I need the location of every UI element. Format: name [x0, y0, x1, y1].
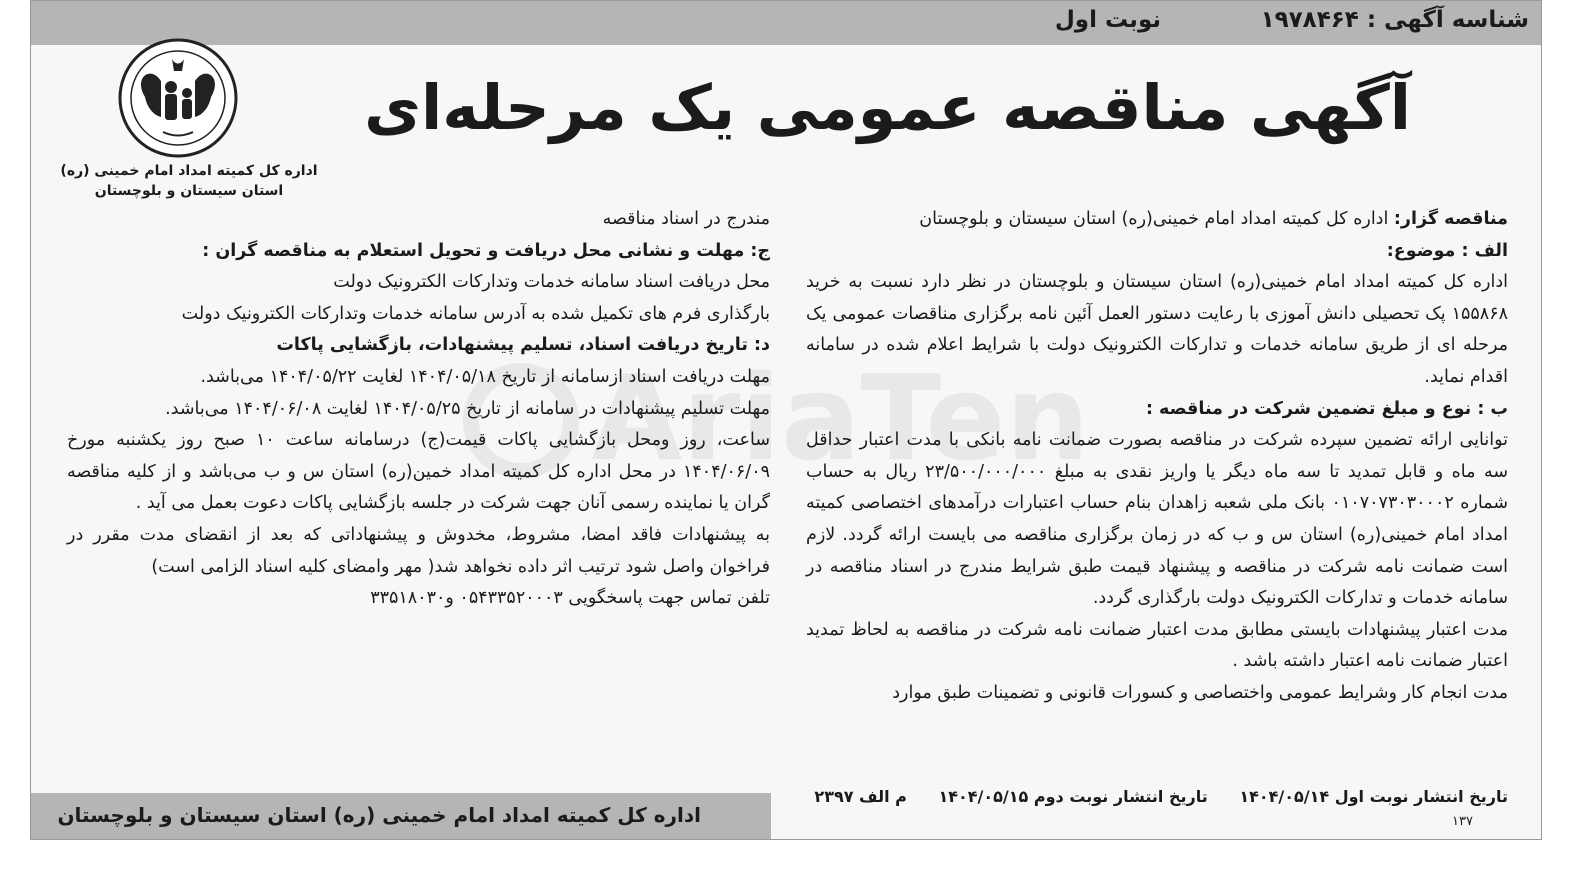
continued-text: مندرج در اسناد مناقصه	[602, 209, 770, 229]
tenderer-line	[806, 204, 1508, 236]
page-number: ۱۳۷	[1452, 814, 1473, 829]
right-column	[806, 204, 1508, 710]
footer-bar	[31, 793, 771, 840]
first-publication-date: تاریخ انتشار نوبت اول ۱۴۰۴/۰۵/۱۴	[1239, 787, 1508, 806]
publication-code: م الف ۲۳۹۷	[814, 787, 907, 806]
section-d-heading: د: تاریخ دریافت اسناد، تسلیم پیشنهادات، بازگشایی پاکات	[276, 335, 770, 356]
publication-round: نوبت اول	[1054, 7, 1161, 33]
advertisement-page	[30, 0, 1542, 840]
publication-dates	[768, 787, 1508, 806]
footer-organization: اداره کل کمیته امداد امام خمینی (ره) استان سیستان و بلوچستان	[57, 803, 701, 827]
contact-text: تلفن تماس جهت پاسخگویی ۰۵۴۳۳۵۲۰۰۰۳ و۳۳۵۱۸۰۳۰	[370, 588, 770, 609]
tenderer-label: مناقصه گزار:	[1393, 209, 1508, 229]
guarantee-text: توانایی ارائه تضمین سپرده شرکت در مناقصه بصورت ضمانت نامه بانکی با مدت اعتبار حداقل سه ماه و قابل تمدید تا سه ماه دیگر یا واریز نقدی به مبلغ ۲۳/۵۰۰/۰۰۰/۰۰۰ ریال به حساب شماره ۰۱۰۷۰۷۳۰۳۰۰۰۲ بانک ملی شعبه زاهدان بنام حساب اعتبارات درآمدهای اختصاصی کمیته امداد امام خمینی(ره) استان س و ب که در زمان برگزاری مناقصه می بایست ارائه گردد. لازم است ضمانت نامه شرکت در مناقصه و پیشنهاد قیمت طبق شرایط مندرج در اسناد مناقصه در سامانه خدمات و تدارکات الکترونیک دولت بارگذاری گردد.	[806, 430, 1508, 609]
subject-text: اداره کل کمیته امداد امام خمینی(ره) استان سیستان و بلوچستان در نظر دارد نسبت به خرید ۱۵۵۸۶۸ پک تحصیلی دانش آموزی با رعایت دستور العمل آئین نامه برگزاری مناقصات عمومی یک مرحله ای از طریق سامانه خدمات و تدارکات الکترونیک دولت با شرایط اعلام شده در سامانه اقدام نماید.	[806, 272, 1508, 387]
logo-caption-line2: استان سیستان و بلوچستان	[94, 183, 284, 199]
subject-heading: الف : موضوع:	[1386, 240, 1508, 261]
ad-id: شناسه آگهی : ۱۹۷۸۴۶۴	[1260, 7, 1529, 33]
header-bar	[31, 1, 1541, 45]
watermark-brand: AriaTen	[591, 349, 1090, 487]
rejection-text: به پیشنهادات فاقد امضا، مشروط، مخدوش و پیشنهاداتی که بعد از انقضای مدت مقرر در فراخوان واصل شود ترتیب اثر داده نخواهد شد( مهر وامضای کلیه اسناد الزامی است)	[67, 524, 770, 577]
section-j-line2: بارگذاری فرم های تکمیل شده به آدرس سامانه خدمات وتدارکات الکترونیک دولت	[181, 303, 770, 324]
section-j-heading: ج: مهلت و نشانی محل دریافت و تحویل استعلام به مناقصه گران :	[202, 240, 770, 261]
second-publication-date: تاریخ انتشار نوبت دوم ۱۴۰۴/۰۵/۱۵	[938, 787, 1208, 806]
section-j-line1: محل دریافت اسناد سامانه خدمات وتدارکات الکترونیک دولت	[333, 272, 770, 293]
logo-caption-line1: اداره کل کمیته امداد امام خمینی (ره)	[60, 163, 318, 179]
organization-logo	[103, 37, 253, 159]
tenderer-value: اداره کل کمیته امداد امام خمینی(ره) استان سیستان و بلوچستان	[919, 209, 1394, 229]
validity-text: مدت اعتبار پیشنهادات بایستی مطابق مدت اعتبار ضمانت نامه شرکت در مناقصه به لحاظ تمدید اعتبار ضمانت نامه اعتبار داشته باشد .	[806, 619, 1508, 672]
guarantee-heading: ب : نوع و مبلغ تضمین شرکت در مناقصه :	[1145, 398, 1508, 419]
duration-text: مدت انجام کار وشرایط عمومی واختصاصی و کسورات قانونی و تضمینات طبق موارد	[892, 682, 1508, 703]
logo-caption	[59, 161, 319, 201]
bids-deadline: مهلت تسلیم پیشنهادات در سامانه از تاریخ ۱۴۰۴/۰۵/۲۵ لغایت ۱۴۰۴/۰۶/۰۸ می‌باشد.	[165, 398, 770, 419]
docs-deadline: مهلت دریافت اسناد ازسامانه از تاریخ ۱۴۰۴/۰۵/۱۸ لغایت ۱۴۰۴/۰۵/۲۲ می‌باشد.	[200, 366, 770, 387]
page-title: آگهی مناقصه عمومی یک مرحله‌ای	[364, 71, 1411, 144]
left-column	[67, 204, 770, 615]
opening-text: ساعت، روز ومحل بازگشایی پاکات قیمت(ج) درسامانه ساعت ۱۰ صبح روز یکشنبه مورخ ۱۴۰۴/۰۶/۰۹ در محل اداره کل کمیته امداد خمین(ره) استان س و ب می‌باشد و از کلیه مناقصه گران یا نماینده رسمی آنان جهت شرکت در جلسه بازگشایی پاکات دعوت بعمل می آید .	[67, 430, 770, 514]
